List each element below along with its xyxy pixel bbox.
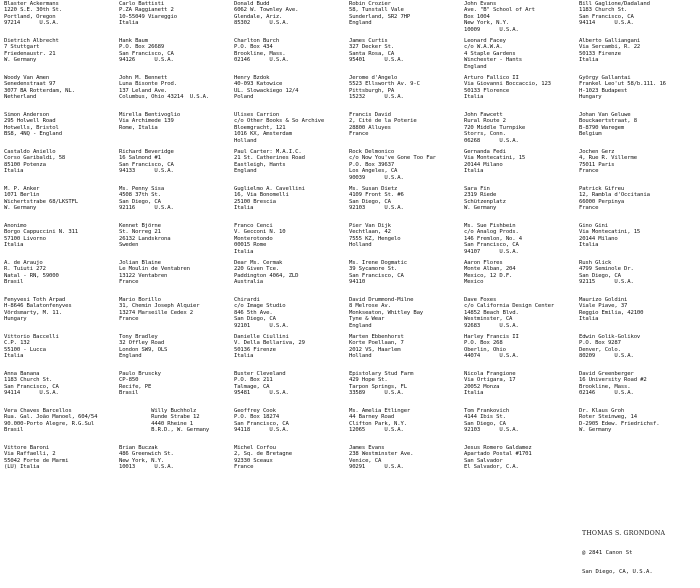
address-entry: Rock Delmonico c/o Now You've Gone Too Far P.O. Box 39637 Los Angeles, CA 90039 U.S.A. [349,149,436,181]
address-entry: Michel Corfou 2, Sq. de Bretagne 92330 Sceaux France [234,445,292,471]
address-entry: György Gallantai Frankel Leo'ut 58/b.111. 16 H-1023 Budapest Hungary [579,75,666,101]
address-entry: Edwin Golik-Golikov P.O. Box 9287 Denver, Colo. 80209 U.S.A. [579,334,641,360]
address-entry: Johan Van Geluwe Bouckaertstraat, 8 B-8790 Waregem Belgium [579,112,637,138]
address-entry: Sara Fin 2319 Riede Schützenplatz W. Germany [464,186,506,212]
address-entry: Jesus Romero Galdamez Apartado Postal #1701 San Salvador El Salvador, C.A. [464,445,532,471]
address-entry: Kennet Björne St. Norreg 21 26132 Landskrona Sweden [119,223,171,249]
address-entry: Arturo Fallico II Via Giovanni Boccaccio, 123 50133 Florence Italia [464,75,551,101]
address-entry: Jerome d'Angelo 5523 Ellsworth Av. 9-C Pittsburgh, PA 15232 U.S.A. [349,75,420,101]
address-entry: Epistolary Stud Farm 429 Hope St. Tarpon Springs, FL 33589 U.S.A. [349,371,414,397]
address-entry: Jolian Blaine Le Moulin de Ventabren 13122 Ventabren France [119,260,190,286]
address-entry: Gernanda Fedi Via Montecatini, 15 20144 Milano Italia [464,149,526,175]
address-entry: James Curtis 327 Decker St. Santa Rosa, CA 95401 U.S.A. [349,38,404,64]
address-entry: Vittore Baroni Via Raffaelli, 2 55042 Forte de Marmi (LU) Italia [4,445,69,471]
address-entry: Vittorio Baccelli C.P. 132 55100 - Lucca Italia [4,334,59,360]
address-entry: Anonimo Borgo Cappuccini N. 311 57100 Livorno Italia [4,223,79,249]
address-entry: Hank Baum P.O. Box 26689 San Francisco, CA 94126 U.S.A. [119,38,174,64]
address-entry: Paul Carter: M.A.I.C. 21 St. Catherines Road Eastleigh, Hants England [234,149,305,175]
address-entry: Carlo Battisti P.ZA Raggianett 2 10-55049 Viareggio Italia [119,1,177,27]
address-entry: Danielle Ciullini V. Della Bellariva, 29 50136 Firenze Italia [234,334,305,360]
address-entry: M. P. Anker 1071 Berlin Wichertstrabe 68/LKSTFL W. Germany [4,186,79,212]
address-entry: Mirella Bentivoglio Via Archimede 139 Rome, Italia [119,112,181,131]
address-entry: Richard Beveridge 16 Salmond #1 San Francisco, CA 94133 U.S.A. [119,149,174,175]
address-entry: Ms. Irene Dogmatic 39 Sycamore St. San Francisco, CA 94110 [349,260,407,286]
address-grid [4,1,694,547]
address-entry: Paulo Bruscky CP-850 Recife, PE Brasil [119,371,161,397]
address-entry: Dear Ms. Cermak 220 Given Tce. Paddington 4064, ZLD Australia [234,260,299,286]
address-entry: James Evans 238 Westminster Ave. Venice, CA 90291 U.S.A. [349,445,414,471]
address-entry: Fenyvesi Toth Arpad H-8646 Balatonfenyves Vördsmarty, M. 11. Hungary [4,297,72,323]
address-entry: Woody Van Amen Senedenstraat 97 3077 BA Rotterdam, NL. Netherland [4,75,75,101]
sender-name: THOMAS S. GRONDONA [582,529,666,537]
address-entry: Alberto Galliangani Via Sercambi, R. 22 50133 Firenze Italia [579,38,641,64]
sender-city: San Diego, CA, U.S.A. [582,569,653,576]
address-entry: Simon Anderson 295 Holwell Road Hotwells, Bristol BS8, 4NQ - England [4,112,62,138]
address-entry: Charlton Burch P.O. Box 434 Brookline, Mass. 02146 U.S.A. [234,38,289,64]
address-entry: John Fawcett Rural Route 2 720 Middle Turnpike Storrs, Conn. 06268 U.S.A. [464,112,526,144]
address-entry: Vera Chaves Barcellos Rua. Gal. João Manoel, 604/54 90.000-Porto Alegre, R.G.Sul Brasil [4,408,98,434]
address-entry: Geoffrey Cook P.O. Box 18274 San Francisco, CA 94118 U.S.A. [234,408,289,434]
address-entry: Ms. Penny Sisa 4508 37th St. San Diego, CA 92116 U.S.A. [119,186,174,212]
address-entry: Ms. Amelia Etlinger 44 Barney Road Clifton Park, N.Y. 12065 U.S.A. [349,408,411,434]
address-entry: Tom Frankovich 4144 Ibis St. San Diego, CA 92103 U.S.A. [464,408,519,434]
address-entry: Donald Budd 6062 W. Townley Ave. Glendale, Ariz. 85302 U.S.A. [234,1,299,27]
address-entry: Bill Gaglione/Dadaland 1183 Church St. San Francisco, CA 94114 U.S.A. [579,1,650,27]
address-entry: Francis David 2, Cité de la Poterie 28800 Alluyes France [349,112,417,138]
sender-signature [582,518,694,588]
address-entry: Brian Buczak 486 Greenwich St. New York, N.Y. 10013 U.S.A. [119,445,174,471]
address-entry: Mario Borillo 31, Chemin Joseph Alquier 13274 Marseille Cedex 2 France [119,297,200,323]
address-entry: Blaster Ackermans 1220 S.E. 30th St. Portland, Oregon 97214 U.S.A. [4,1,62,27]
address-entry: Marten Ebbenhorst Korte Poellaan, 7 2012 VS, Haarlem Holland [349,334,404,360]
address-entry: Aaron Flores Monte Alban, 204 Mexico, 12 D.F. Mexico [464,260,516,286]
address-entry: Ms. Susan Dietz 4109 Front St. #6 San Diego, CA 92103 U.S.A. [349,186,404,212]
address-entry: Dr. Klaus Groh Roter Steinweg, 14 D-2905 Edew. Friedrichsf. W. Germany [579,408,660,434]
address-entry: Harley Francis II P.O. Box 268 Oberlin, Ohio 44074 U.S.A. [464,334,519,360]
address-entry: Robin Crozier 58, Tunstall Vale Sunderland, SR2 7HP England [349,1,411,27]
address-entry: Dietrich Albrecht 7 Stuttgart Friedenaustr. 21 W. Germany [4,38,59,64]
address-entry: Chirardi c/o Image Studio 846 5th Ave. San Diego, CA 92101 U.S.A. [234,297,289,329]
address-entry: Gino Gini Via Montecatini, 15 20144 Milano Italia [579,223,641,249]
address-entry: Guglielmo A. Cavellini 16, Via Bonomelli 25100 Brescia Italia [234,186,305,212]
address-entry: Castaldo Aniello Corso Garibaldi, 58 85100 Potenza Italia [4,149,66,175]
address-entry: John M. Bennett Luna Bisonte Prod. 137 Leland Ave. Columbus, Ohio 43214 U.S.A. [119,75,210,101]
address-entry: Ulises Carrion c/o Other Books & So Archive Bloemgracht, 121 1016 KX, Amsterdam Holland [234,112,325,144]
address-entry: David Greenberger 16 University Road #2 Brookline, Mass. 02146 U.S.A. [579,371,647,397]
address-entry: Buster Cleveland P.O. Box 211 Talmage, CA 95481 U.S.A. [234,371,289,397]
address-entry: Henry Bzdok 40-093 Katowice UL. Slowackiego 12/4 Poland [234,75,299,101]
address-entry: David Drummond-Milne 8 Melrose Av. Monkseaton, Whitley Bay Tyne & Wear England [349,297,424,329]
address-entry: Willy Buchholz Runde Strabe 12 4440 Rheine 1 B.R.D., W. Germany [151,408,210,434]
address-entry: Franco Cenci V. Gecconi N. 10 Monterotondo 00015 Rome Italia [234,223,286,255]
address-entry: Pier Van Dijk Vechtlaan, 42 7555 KZ, Hengelo Holland [349,223,401,249]
address-entry: John Evans Ave. "B" School of Art Box 1004 New York, N.Y. 10009 U.S.A. [464,1,535,33]
sender-street: @ 2841 Canon St [582,550,633,557]
address-entry: Jochen Gerz 4, Rue R. Villerme 75011 Paris France [579,149,637,175]
address-entry: Leonard Facey c/o W.A.W.A. 4 Staple Gardens Winchester - Hants England [464,38,522,70]
address-entry [579,445,694,482]
address-entry: Maurizo Goldini Viale Piave, 37 Reggio Emilia, 42100 Italia [579,297,644,323]
address-entry: Dave Foxes c/o California Design Center 14852 Beach Blvd. Westminster, CA 92683 U.S.A. [464,297,555,329]
address-entry: Rush Glick 4799 Seminole Dr. San Diego, CA 92115 U.S.A. [579,260,634,286]
address-entry: Patrick Gifreu 12, Rambla d'Occitania 66000 Perpinya France [579,186,650,212]
address-entry: Anna Banana 1183 Church St. San Francisco, CA 94114 U.S.A. [4,371,59,397]
address-entry: Tony Bradley 32 Offley Road London SW9, OLS England [119,334,168,360]
address-entry: Ms. Sue Fishbein c/o Analog Prods. 146 Fremlon, No. 4 San Francisco, CA 94107 U.S.A. [464,223,522,255]
address-entry: A. de Araujo R. Tuiuti 272 Natal - RN, 59000 Brasil [4,260,59,286]
address-entry: Nicola Frangione Via Ortigara, 17 20052 Monza Italia [464,371,516,397]
